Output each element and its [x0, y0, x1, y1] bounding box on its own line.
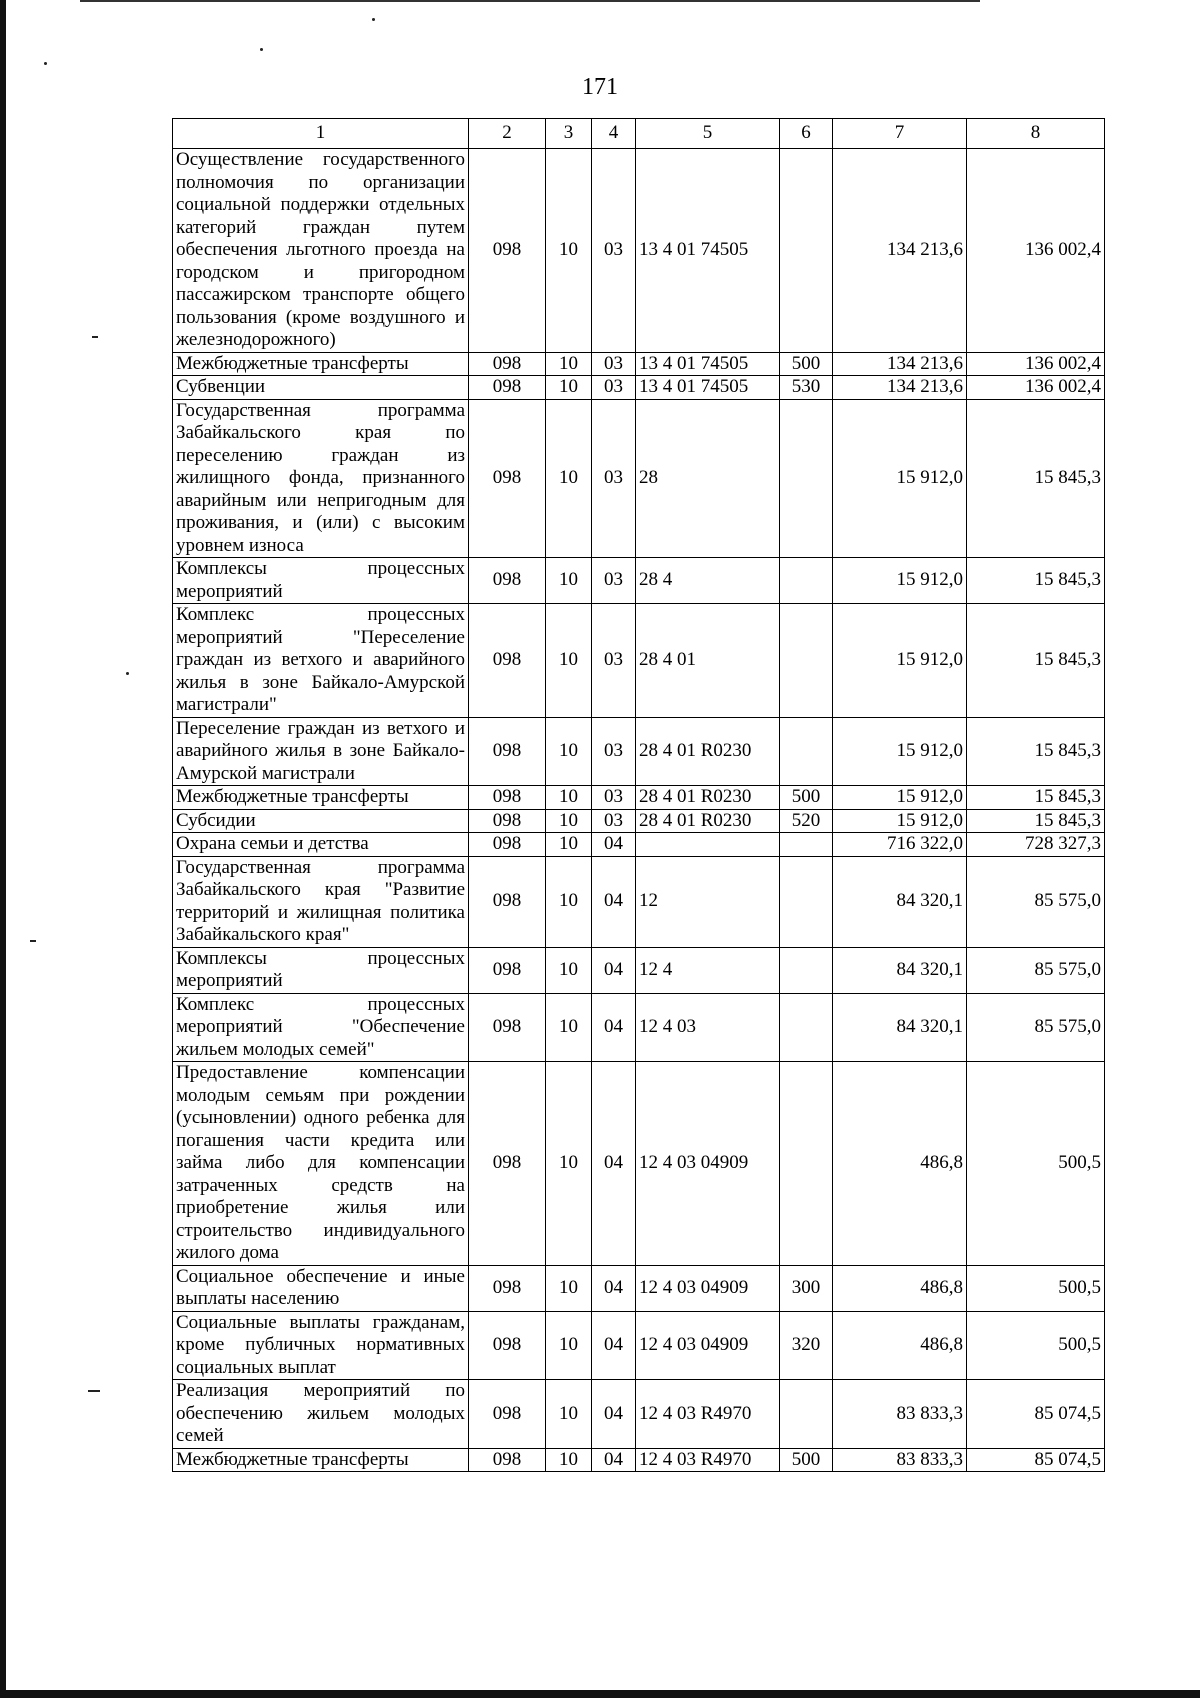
row-name-cell: Межбюджетные трансферты — [173, 352, 469, 376]
header-cell: 1 — [173, 119, 469, 149]
section-code-cell: 10 — [546, 1380, 592, 1449]
section-code-cell: 10 — [546, 1062, 592, 1266]
target-article-cell: 28 4 — [636, 558, 780, 604]
expense-type-cell — [780, 1380, 833, 1449]
amount-year1-cell: 486,8 — [833, 1265, 967, 1311]
target-article-cell: 12 4 — [636, 947, 780, 993]
row-name-cell: Комплекс процессных мероприятий "Переселение граждан из ветхого и аварийного жилья в зоне Байкало-Амурской магистрали" — [173, 604, 469, 718]
amount-year2-cell: 500,5 — [967, 1062, 1105, 1266]
table-header-row — [173, 119, 1105, 149]
table-row — [173, 833, 1105, 857]
table-row — [173, 1380, 1105, 1449]
header-cell: 7 — [833, 119, 967, 149]
table-row — [173, 809, 1105, 833]
row-name-cell: Субвенции — [173, 376, 469, 400]
subsection-code-cell: 04 — [592, 856, 636, 947]
amount-year1-cell: 83 833,3 — [833, 1380, 967, 1449]
table-row — [173, 558, 1105, 604]
amount-year2-cell: 85 074,5 — [967, 1448, 1105, 1472]
target-article-cell: 12 — [636, 856, 780, 947]
header-cell: 4 — [592, 119, 636, 149]
amount-year2-cell: 136 002,4 — [967, 352, 1105, 376]
amount-year1-cell: 15 912,0 — [833, 809, 967, 833]
expense-type-cell — [780, 856, 833, 947]
subsection-code-cell: 03 — [592, 149, 636, 353]
subsection-code-cell: 03 — [592, 399, 636, 558]
scan-speck — [126, 672, 129, 675]
scan-mark — [88, 1390, 100, 1392]
section-code-cell: 10 — [546, 376, 592, 400]
ministry-code-cell: 098 — [469, 149, 546, 353]
table-row — [173, 856, 1105, 947]
row-name-cell: Комплекс процессных мероприятий "Обеспечение жильем молодых семей" — [173, 993, 469, 1062]
table-row — [173, 786, 1105, 810]
table-row — [173, 1062, 1105, 1266]
row-name-cell: Предоставление компенсации молодым семьям при рождении (усыновлении) одного ребенка для погашения части кредита или займа либо для компенсации затраченных средств на приобретение жилья или строительство индивидуального жилого дома — [173, 1062, 469, 1266]
subsection-code-cell: 03 — [592, 376, 636, 400]
amount-year1-cell: 716 322,0 — [833, 833, 967, 857]
subsection-code-cell: 03 — [592, 809, 636, 833]
amount-year2-cell: 15 845,3 — [967, 717, 1105, 786]
expense-type-cell — [780, 149, 833, 353]
ministry-code-cell: 098 — [469, 833, 546, 857]
target-article-cell: 12 4 03 04909 — [636, 1062, 780, 1266]
budget-table — [172, 118, 1105, 1472]
scan-edge-top — [80, 0, 980, 2]
subsection-code-cell: 04 — [592, 1265, 636, 1311]
amount-year1-cell: 486,8 — [833, 1062, 967, 1266]
amount-year1-cell: 15 912,0 — [833, 604, 967, 718]
table-row — [173, 717, 1105, 786]
scan-edge-bottom — [0, 1690, 1200, 1698]
row-name-cell: Переселение граждан из ветхого и аварийного жилья в зоне Байкало-Амурской магистрали — [173, 717, 469, 786]
scan-speck — [44, 62, 47, 65]
amount-year1-cell: 84 320,1 — [833, 856, 967, 947]
expense-type-cell — [780, 717, 833, 786]
amount-year1-cell: 15 912,0 — [833, 399, 967, 558]
ministry-code-cell: 098 — [469, 376, 546, 400]
amount-year2-cell: 85 575,0 — [967, 947, 1105, 993]
ministry-code-cell: 098 — [469, 993, 546, 1062]
amount-year1-cell: 15 912,0 — [833, 717, 967, 786]
expense-type-cell: 520 — [780, 809, 833, 833]
section-code-cell: 10 — [546, 856, 592, 947]
amount-year2-cell: 500,5 — [967, 1265, 1105, 1311]
section-code-cell: 10 — [546, 947, 592, 993]
ministry-code-cell: 098 — [469, 809, 546, 833]
expense-type-cell: 320 — [780, 1311, 833, 1380]
expense-type-cell: 500 — [780, 786, 833, 810]
amount-year2-cell: 136 002,4 — [967, 376, 1105, 400]
section-code-cell: 10 — [546, 1311, 592, 1380]
table-row — [173, 376, 1105, 400]
ministry-code-cell: 098 — [469, 947, 546, 993]
amount-year2-cell: 15 845,3 — [967, 399, 1105, 558]
ministry-code-cell: 098 — [469, 1265, 546, 1311]
expense-type-cell — [780, 1062, 833, 1266]
subsection-code-cell: 04 — [592, 947, 636, 993]
table-row — [173, 993, 1105, 1062]
subsection-code-cell: 04 — [592, 1448, 636, 1472]
expense-type-cell — [780, 833, 833, 857]
table-row — [173, 352, 1105, 376]
scan-speck — [372, 18, 375, 21]
amount-year2-cell: 500,5 — [967, 1311, 1105, 1380]
ministry-code-cell: 098 — [469, 1448, 546, 1472]
header-cell: 6 — [780, 119, 833, 149]
amount-year1-cell: 84 320,1 — [833, 947, 967, 993]
subsection-code-cell: 04 — [592, 993, 636, 1062]
amount-year2-cell: 15 845,3 — [967, 786, 1105, 810]
section-code-cell: 10 — [546, 149, 592, 353]
amount-year2-cell: 15 845,3 — [967, 809, 1105, 833]
header-cell: 5 — [636, 119, 780, 149]
subsection-code-cell: 03 — [592, 558, 636, 604]
ministry-code-cell: 098 — [469, 604, 546, 718]
section-code-cell: 10 — [546, 1448, 592, 1472]
ministry-code-cell: 098 — [469, 1311, 546, 1380]
subsection-code-cell: 03 — [592, 786, 636, 810]
row-name-cell: Социальное обеспечение и иные выплаты населению — [173, 1265, 469, 1311]
subsection-code-cell: 04 — [592, 1380, 636, 1449]
target-article-cell: 28 4 01 R0230 — [636, 717, 780, 786]
row-name-cell: Реализация мероприятий по обеспечению жильем молодых семей — [173, 1380, 469, 1449]
ministry-code-cell: 098 — [469, 558, 546, 604]
ministry-code-cell: 098 — [469, 399, 546, 558]
header-cell: 3 — [546, 119, 592, 149]
page-number: 171 — [582, 74, 618, 100]
table-row — [173, 399, 1105, 558]
subsection-code-cell: 03 — [592, 352, 636, 376]
ministry-code-cell: 098 — [469, 1380, 546, 1449]
section-code-cell: 10 — [546, 717, 592, 786]
subsection-code-cell: 04 — [592, 1311, 636, 1380]
amount-year2-cell: 85 575,0 — [967, 856, 1105, 947]
amount-year1-cell: 15 912,0 — [833, 786, 967, 810]
expense-type-cell: 500 — [780, 1448, 833, 1472]
row-name-cell: Межбюджетные трансферты — [173, 1448, 469, 1472]
row-name-cell: Межбюджетные трансферты — [173, 786, 469, 810]
section-code-cell: 10 — [546, 786, 592, 810]
subsection-code-cell: 04 — [592, 1062, 636, 1266]
row-name-cell: Субсидии — [173, 809, 469, 833]
header-cell: 2 — [469, 119, 546, 149]
table-row — [173, 1265, 1105, 1311]
amount-year1-cell: 134 213,6 — [833, 149, 967, 353]
row-name-cell: Государственная программа Забайкальского края по переселению граждан из жилищного фонда, признанного аварийным или непригодным для проживания, и (или) с высоким уровнем износа — [173, 399, 469, 558]
expense-type-cell — [780, 993, 833, 1062]
target-article-cell — [636, 833, 780, 857]
amount-year2-cell: 85 575,0 — [967, 993, 1105, 1062]
row-name-cell: Осуществление государственного полномочия по организации социальной поддержки отдельных категорий граждан путем обеспечения льготного проезда на городском и пригородном пассажирском транспорте общего пользования (кроме воздушного и железнодорожного) — [173, 149, 469, 353]
ministry-code-cell: 098 — [469, 856, 546, 947]
section-code-cell: 10 — [546, 352, 592, 376]
subsection-code-cell: 04 — [592, 833, 636, 857]
target-article-cell: 12 4 03 04909 — [636, 1265, 780, 1311]
target-article-cell: 13 4 01 74505 — [636, 149, 780, 353]
section-code-cell: 10 — [546, 809, 592, 833]
section-code-cell: 10 — [546, 558, 592, 604]
table-body — [173, 119, 1105, 1472]
target-article-cell: 12 4 03 — [636, 993, 780, 1062]
section-code-cell: 10 — [546, 993, 592, 1062]
target-article-cell: 28 4 01 — [636, 604, 780, 718]
scan-speck — [260, 48, 263, 51]
scan-edge-left — [0, 0, 6, 1698]
table-row — [173, 604, 1105, 718]
amount-year1-cell: 134 213,6 — [833, 376, 967, 400]
amount-year2-cell: 85 074,5 — [967, 1380, 1105, 1449]
target-article-cell: 28 4 01 R0230 — [636, 809, 780, 833]
section-code-cell: 10 — [546, 604, 592, 718]
row-name-cell: Охрана семьи и детства — [173, 833, 469, 857]
section-code-cell: 10 — [546, 833, 592, 857]
amount-year1-cell: 84 320,1 — [833, 993, 967, 1062]
row-name-cell: Комплексы процессных мероприятий — [173, 558, 469, 604]
amount-year2-cell: 15 845,3 — [967, 558, 1105, 604]
ministry-code-cell: 098 — [469, 786, 546, 810]
expense-type-cell: 500 — [780, 352, 833, 376]
scan-mark — [92, 336, 98, 338]
target-article-cell: 28 — [636, 399, 780, 558]
target-article-cell: 12 4 03 R4970 — [636, 1448, 780, 1472]
amount-year2-cell: 15 845,3 — [967, 604, 1105, 718]
row-name-cell: Комплексы процессных мероприятий — [173, 947, 469, 993]
section-code-cell: 10 — [546, 1265, 592, 1311]
amount-year2-cell: 136 002,4 — [967, 149, 1105, 353]
amount-year2-cell: 728 327,3 — [967, 833, 1105, 857]
expense-type-cell — [780, 558, 833, 604]
expense-type-cell: 300 — [780, 1265, 833, 1311]
expense-type-cell: 530 — [780, 376, 833, 400]
expense-type-cell — [780, 604, 833, 718]
target-article-cell: 12 4 03 04909 — [636, 1311, 780, 1380]
table-row — [173, 1311, 1105, 1380]
expense-type-cell — [780, 947, 833, 993]
header-cell: 8 — [967, 119, 1105, 149]
ministry-code-cell: 098 — [469, 352, 546, 376]
amount-year1-cell: 486,8 — [833, 1311, 967, 1380]
amount-year1-cell: 83 833,3 — [833, 1448, 967, 1472]
amount-year1-cell: 15 912,0 — [833, 558, 967, 604]
target-article-cell: 13 4 01 74505 — [636, 352, 780, 376]
table-row — [173, 149, 1105, 353]
scan-mark — [30, 940, 36, 942]
subsection-code-cell: 03 — [592, 717, 636, 786]
target-article-cell: 13 4 01 74505 — [636, 376, 780, 400]
amount-year1-cell: 134 213,6 — [833, 352, 967, 376]
row-name-cell: Социальные выплаты гражданам, кроме публичных нормативных социальных выплат — [173, 1311, 469, 1380]
row-name-cell: Государственная программа Забайкальского края "Развитие территорий и жилищная политика Забайкальского края" — [173, 856, 469, 947]
ministry-code-cell: 098 — [469, 717, 546, 786]
expense-type-cell — [780, 399, 833, 558]
table-row — [173, 1448, 1105, 1472]
target-article-cell: 12 4 03 R4970 — [636, 1380, 780, 1449]
table-row — [173, 947, 1105, 993]
ministry-code-cell: 098 — [469, 1062, 546, 1266]
subsection-code-cell: 03 — [592, 604, 636, 718]
section-code-cell: 10 — [546, 399, 592, 558]
target-article-cell: 28 4 01 R0230 — [636, 786, 780, 810]
